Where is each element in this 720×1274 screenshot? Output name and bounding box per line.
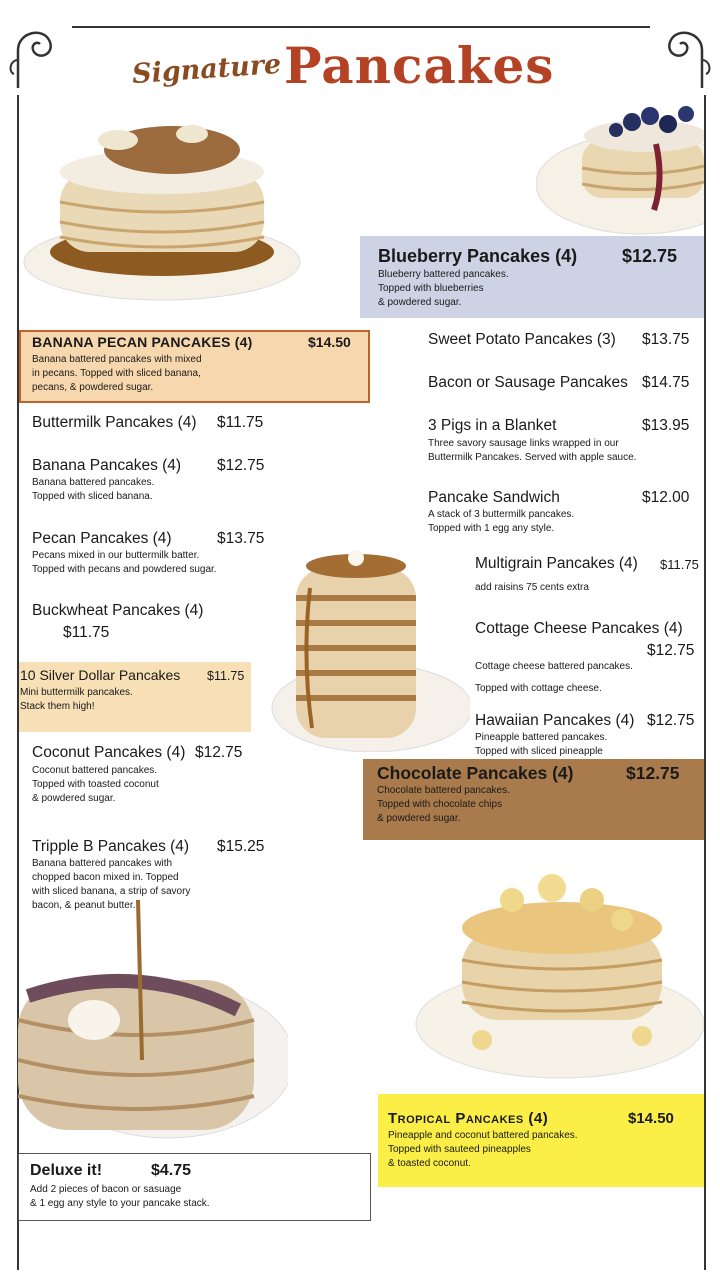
- chocolate-description: Chocolate battered pancakes. Topped with chocolate chips & powdered sugar.: [377, 785, 510, 824]
- banana-pecan-pancakes-photo: [22, 112, 302, 302]
- sandwich-name: Pancake Sandwich: [428, 489, 560, 506]
- silver-dollar-name: 10 Silver Dollar Pancakes: [20, 667, 181, 683]
- banana-price: $12.75: [217, 457, 265, 474]
- cottage-name: Cottage Cheese Pancakes (4): [475, 620, 683, 637]
- title-script: Signature: [131, 48, 283, 91]
- cottage-price: $12.75: [647, 642, 695, 659]
- tripple-b-name: Tripple B Pancakes (4): [32, 838, 190, 855]
- tropical-price: $14.50: [628, 1110, 674, 1127]
- right-border: [704, 95, 706, 1270]
- sweet-potato-name: Sweet Potato Pancakes (3): [428, 331, 616, 348]
- buttermilk-name: Buttermilk Pancakes (4): [32, 414, 197, 431]
- pigs-name: 3 Pigs in a Blanket: [428, 417, 557, 434]
- sandwich-description: A stack of 3 buttermilk pancakes. Topped with 1 egg any style.: [428, 509, 575, 534]
- tropical-pancakes-photo: [412, 860, 704, 1082]
- blueberry-description: Blueberry battered pancakes. Topped with blueberries & powdered sugar.: [378, 269, 509, 308]
- blueberry-name: Blueberry Pancakes (4): [378, 246, 578, 266]
- pigs-description: Three savory sausage links wrapped in our Buttermilk Pancakes. Served with apple sauce.: [428, 438, 637, 463]
- multigrain-description: add raisins 75 cents extra: [475, 582, 589, 593]
- chocolate-price: $12.75: [626, 763, 680, 783]
- banana-pecan-price: $14.50: [308, 334, 351, 350]
- tropical-name: Tropical Pancakes (4): [388, 1110, 549, 1127]
- multigrain-name: Multigrain Pancakes (4): [475, 555, 638, 572]
- hawaiian-description: Pineapple battered pancakes. Topped with sliced pineapple: [475, 732, 608, 757]
- buckwheat-price: $11.75: [63, 624, 110, 641]
- pigs-price: $13.95: [642, 417, 690, 434]
- cottage-description-1: Cottage cheese battered pancakes.: [475, 661, 633, 672]
- blueberry-price: $12.75: [622, 246, 678, 266]
- pecan-name: Pecan Pancakes (4): [32, 530, 172, 547]
- bacon-sausage-price: $14.75: [642, 374, 690, 391]
- cottage-description-2: Topped with cottage cheese.: [475, 683, 602, 694]
- bacon-sausage-name: Bacon or Sausage Pancakes: [428, 374, 628, 391]
- coconut-name: Coconut Pancakes (4): [32, 744, 186, 761]
- tripple-b-pancakes-photo: [18, 900, 288, 1152]
- silver-dollar-description: Mini buttermilk pancakes. Stack them high!: [20, 687, 133, 712]
- blueberry-pancakes-photo: [536, 100, 704, 236]
- multigrain-price: $11.75: [660, 557, 699, 572]
- tripple-b-price: $15.25: [217, 838, 265, 855]
- pecan-description: Pecans mixed in our buttermilk batter. Topped with pecans and powdered sugar.: [32, 550, 217, 575]
- buttermilk-price: $11.75: [217, 414, 264, 431]
- deluxe-price: $4.75: [151, 1162, 192, 1179]
- chocolate-name: Chocolate Pancakes (4): [377, 763, 574, 783]
- banana-pecan-description: Banana battered pancakes with mixed in pecans. Topped with sliced banana, pecans, & powdered sugar.: [32, 354, 202, 393]
- pecan-price: $13.75: [217, 530, 265, 547]
- top-divider: [72, 26, 650, 28]
- tripple-b-description: Banana battered pancakes with chopped bacon mixed in. Topped with sliced banana, a strip of savory bacon, & peanut butter.: [32, 858, 191, 911]
- hawaiian-name: Hawaiian Pancakes (4): [475, 712, 635, 729]
- silver-dollar-price: $11.75: [207, 669, 245, 683]
- hawaiian-price: $12.75: [647, 712, 695, 729]
- sweet-potato-price: $13.75: [642, 331, 690, 348]
- banana-description: Banana battered pancakes. Topped with sliced banana.: [32, 477, 155, 502]
- buttermilk-stack-photo: [252, 548, 470, 752]
- banana-pecan-name: BANANA PECAN PANCAKES (4): [32, 334, 253, 350]
- coconut-description: Coconut battered pancakes. Topped with toasted coconut & powdered sugar.: [32, 765, 159, 804]
- buckwheat-name: Buckwheat Pancakes (4): [32, 602, 204, 619]
- page-title: Pancakes: [284, 36, 555, 95]
- banana-name: Banana Pancakes (4): [32, 457, 182, 474]
- tropical-description: Pineapple and coconut battered pancakes. Topped with sauteed pineapples & toasted coconut.: [388, 1130, 578, 1169]
- sandwich-price: $12.00: [642, 489, 690, 506]
- deluxe-name: Deluxe it!: [30, 1162, 103, 1179]
- right-flourish-icon: [660, 20, 716, 90]
- coconut-price: $12.75: [195, 744, 243, 761]
- deluxe-description: Add 2 pieces of bacon or sasuage & 1 egg any style to your pancake stack.: [30, 1184, 210, 1209]
- left-flourish-icon: [4, 20, 60, 90]
